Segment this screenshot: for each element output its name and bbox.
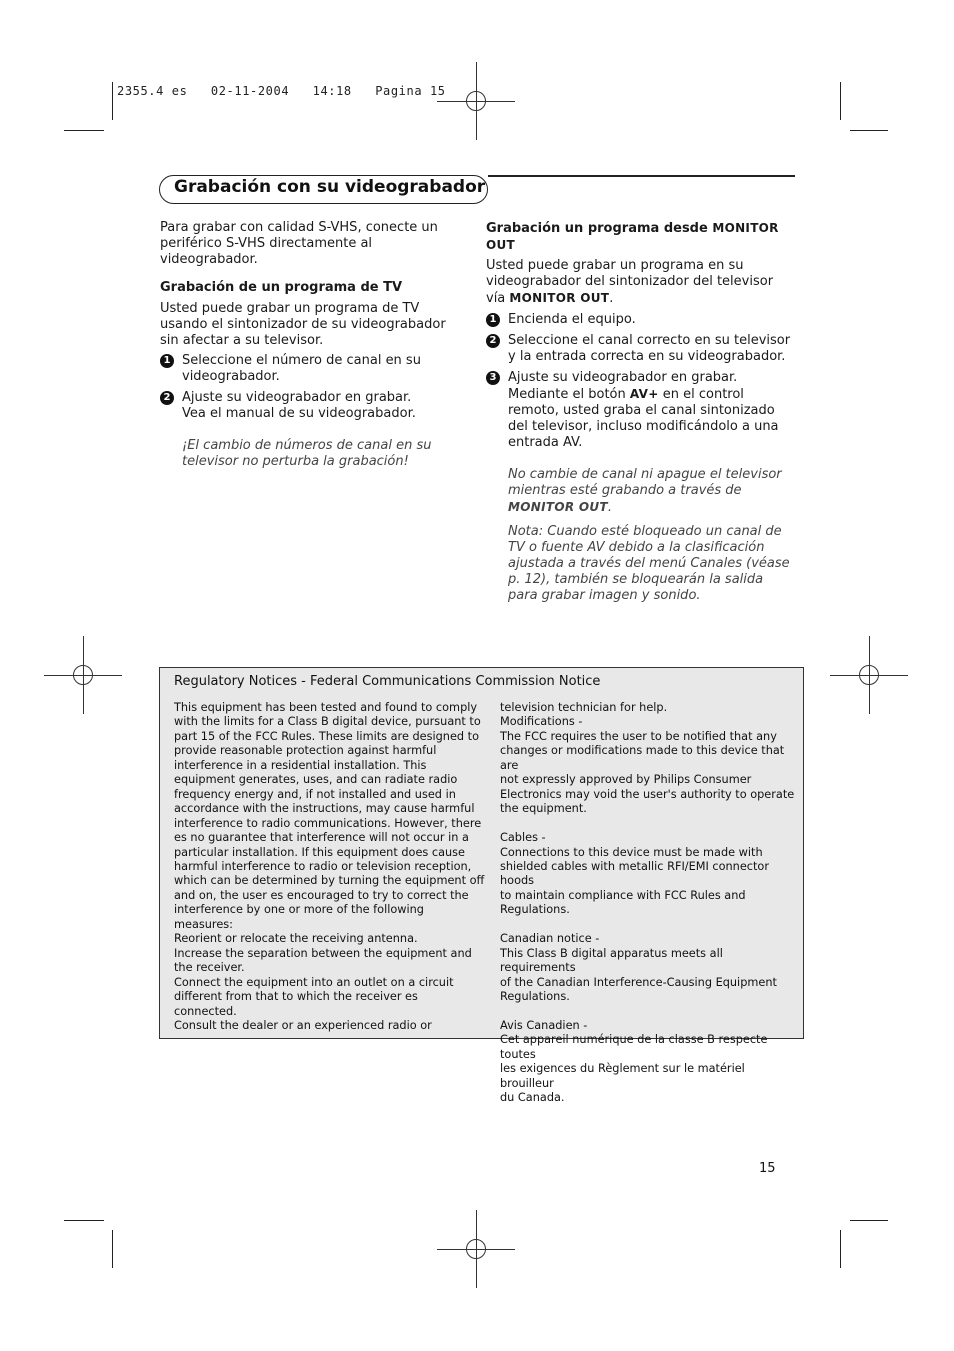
step-item xyxy=(160,353,460,385)
title-rule xyxy=(488,175,795,177)
step-text: Encienda el equipo. xyxy=(508,312,636,327)
heading-caps: MONITOR OUT xyxy=(486,221,779,252)
step-text-prefix: Mediante el botón xyxy=(508,387,630,402)
step-number-icon: 1 xyxy=(160,354,174,368)
registration-mark-icon xyxy=(457,82,495,120)
left-column xyxy=(160,220,460,470)
intro-paragraph: Para grabar con calidad S-VHS, conecte un periférico S-VHS directamente al videograbador. xyxy=(160,220,438,267)
step-item xyxy=(160,390,460,422)
step-number-icon: 3 xyxy=(486,371,500,385)
crop-mark xyxy=(850,130,888,131)
registration-mark-icon xyxy=(457,1230,495,1268)
note-text-2: Nota: Cuando esté bloqueado un canal de TV o fuente AV debido a la clasificación ajustada a través del menú Canales (véase p. 12), también se bloquearán la salida para grabar imagen y sonido. xyxy=(508,524,790,603)
section-heading: Grabación de un programa de TV xyxy=(160,280,403,295)
page-number: 15 xyxy=(759,1161,776,1176)
heading-text: Grabación un programa desde xyxy=(486,221,713,236)
crop-mark xyxy=(112,82,113,120)
right-column xyxy=(486,220,796,604)
note-caps: MONITOR OUT xyxy=(508,500,608,514)
section-heading xyxy=(486,220,796,254)
step-text-suffix: en el control remoto, usted graba el canal sintonizado del televisor, incluso modificándolo a una entrada AV. xyxy=(508,387,779,450)
step-text: Seleccione el canal correcto en su televisor y la entrada correcta en su videograbador. xyxy=(508,333,791,364)
fcc-notice-column-2: television technician for help. Modifications - The FCC requires the user to be notified that any changes or modifications made to this device that are not expressly approved by Philips Consumer Electronics may void the user's authority to operate the equipment. Cables - Connections to this device must be made with shielded cables with metallic RFI/EMI connector hoods to maintain compliance with FCC Rules and Regulations. Canadian notice - This Class B digital apparatus meets all requirements of the Canadian Interference-Causing Equipment Regulations. Avis Canadien - Cet appareil numérique de la classe B respecte toutes les exigences du Règlement sur le matériel brouilleur du Canada. xyxy=(500,701,795,1105)
note-text: ¡El cambio de números de canal en su televisor no perturba la grabación! xyxy=(182,438,432,469)
crop-mark xyxy=(112,1230,113,1268)
step-text: Seleccione el número de canal en su videograbador. xyxy=(182,353,421,384)
print-slug: 2355.4 es 02-11-2004 14:18 Pagina 15 xyxy=(117,84,446,98)
step-item xyxy=(486,370,796,451)
body-suffix: . xyxy=(609,291,614,306)
step-text-secondary xyxy=(508,386,796,451)
step-item xyxy=(486,312,796,328)
step-number-icon: 1 xyxy=(486,313,500,327)
registration-mark-icon xyxy=(64,656,102,694)
av-plus-key: AV+ xyxy=(629,387,659,401)
step-number-icon: 2 xyxy=(160,391,174,405)
crop-mark xyxy=(850,1220,888,1221)
registration-mark-icon xyxy=(850,656,888,694)
step-item xyxy=(486,333,796,365)
crop-mark xyxy=(64,1220,104,1221)
step-text-secondary: Vea el manual de su videograbador. xyxy=(182,406,416,421)
body-caps: MONITOR OUT xyxy=(509,291,610,305)
crop-mark xyxy=(840,1230,841,1268)
step-text: Ajuste su videograbador en grabar. xyxy=(508,370,738,385)
fcc-notice-title: Regulatory Notices - Federal Communications Commission Notice xyxy=(174,674,601,689)
step-number-icon: 2 xyxy=(486,334,500,348)
note-suffix: . xyxy=(607,500,613,515)
section-body: Usted puede grabar un programa de TV usando el sintonizador de su videograbador sin afectar a su televisor. xyxy=(160,301,446,348)
crop-mark xyxy=(840,82,841,120)
section-body xyxy=(486,258,796,307)
note-text xyxy=(508,467,796,516)
step-text: Ajuste su videograbador en grabar. xyxy=(182,390,412,405)
note-prefix: No cambie de canal ni apague el televisor mientras esté grabando a través de xyxy=(508,467,782,498)
fcc-notice-column-1: This equipment has been tested and found to comply with the limits for a Class B digital device, pursuant to part 15 of the FCC Rules. These limits are designed to provide reasonable protection against harmful interference in a residential installation. This equipment generates, uses, and can radiate radio frequency energy and, if not installed and used in accordance with the instructions, may cause harmful interference to radio communications. However, there es no guarantee that interference will not occur in a particular installation. If this equipment does cause harmful interference to radio or television reception, which can be determined by turning the equipment off and on, the user es encouraged to try to correct the interference by one or more of the following measures: Reorient or relocate the receiving antenna. Increase the separation between the equipment and the receiver. Connect the equipment into an outlet on a circuit different from that to which the receiver es connected. Consult the dealer or an experienced radio or xyxy=(174,701,485,1032)
crop-mark xyxy=(64,130,104,131)
body-text: Usted puede grabar un programa en su videograbador del sintonizador del televisor vía xyxy=(486,258,774,306)
page-title: Grabación con su videograbador xyxy=(174,177,486,197)
